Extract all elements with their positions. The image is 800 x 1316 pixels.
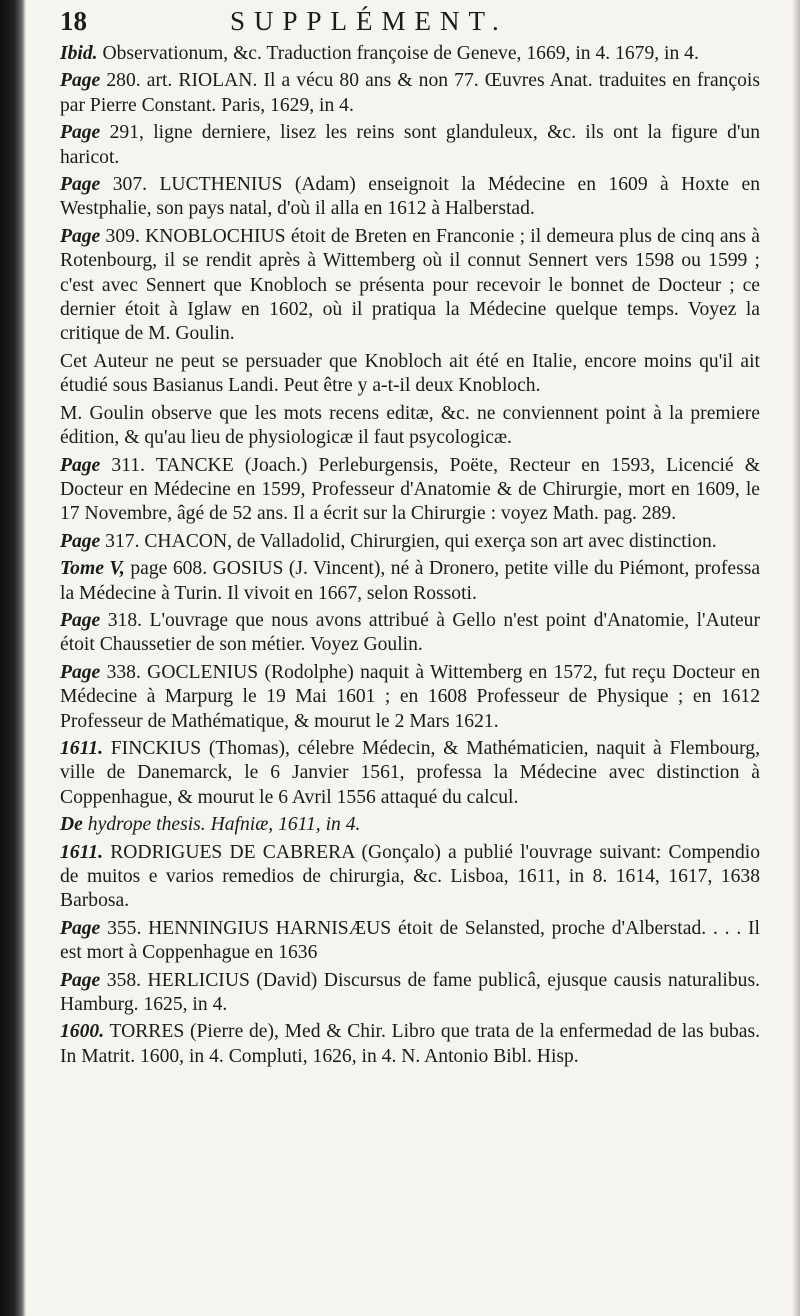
entry-text: 307. LUCTHENIUS (Adam) enseignoit la Médecine en 1609 à Hoxte en Westphalie, son pays natal, d'où il alla en 1612 à Halberstad. xyxy=(60,174,760,220)
entry-lead: Ibid. xyxy=(60,43,98,64)
entry xyxy=(60,917,760,966)
entry-lead: Page xyxy=(60,609,101,631)
entry xyxy=(60,609,760,658)
entry-list xyxy=(60,42,760,1069)
entry xyxy=(60,661,760,734)
entry-text: FINCKIUS (Thomas), célebre Médecin, & Mathématicien, naquit à Flembourg, ville de Danemarck, le 6 Janvier 1561, professa la Médecine avec distinction à Coppenhague, & mourut le 6 Avril 1556 attaqué du calcul. xyxy=(60,737,760,808)
entry xyxy=(60,173,760,222)
entry-lead: Page xyxy=(60,225,101,247)
entry-text: page 608. GOSIUS (J. Vincent), né à Dronero, petite ville du Piémont, professa la Médecine à Turin. Il vivoit en 1667, selon Rossoti. xyxy=(60,558,761,604)
entry-lead: Page xyxy=(60,969,101,991)
entry-lead: Page xyxy=(60,917,101,939)
entry xyxy=(60,42,760,66)
entry xyxy=(60,557,760,606)
entry xyxy=(60,841,760,914)
entry-text: 355. HENNINGIUS HARNISÆUS étoit de Selansted, proche d'Alberstad. . . . Il est mort à Coppenhague en 1636 xyxy=(60,917,760,964)
entry-lead: 1611. xyxy=(60,841,104,863)
entry xyxy=(60,225,760,347)
entry-text: RODRIGUES DE CABRERA (Gonçalo) a publié l'ouvrage suivant: Compendio de muitos e varios remedios de chirurgia, &c. Lisboa, 1611, in 8. 1614, 1617, 1638 Barbosa. xyxy=(60,841,760,912)
entry-lead: Page xyxy=(60,661,101,683)
entry xyxy=(60,454,760,527)
entry xyxy=(60,402,760,451)
entry xyxy=(60,350,760,399)
entry-lead: De xyxy=(60,814,83,836)
entry-text: Cet Auteur ne peut se persuader que Knobloch ait été en Italie, encore moins qu'il ait étudié sous Basianus Landi. Peut être y a-t-il deux Knobloch. xyxy=(60,350,760,397)
entry-text: 309. KNOBLOCHIUS étoit de Breten en Franconie ; il demeura plus de cinq ans à Rotenbourg, il se rendit après à Wittemberg où il connut Sennert vers 1598 ou 1599 ; c'est avec Sennert que Knobloch se présenta pour recevoir le bonnet de Docteur ; ce dernier étoit à Iglaw en 1602, où il pratiqua la Médecine quelque temps. Voyez la critique de M. Goulin. xyxy=(60,225,760,345)
entry xyxy=(60,813,760,837)
entry-text: 291, ligne derniere, lisez les reins sont glanduleux, &c. ils ont la figure d'un haricot. xyxy=(60,122,760,168)
entry-text: 280. art. RIOLAN. Il a vécu 80 ans & non 77. Œuvres Anat. traduites en françois par Pierre Constant. Paris, 1629, in 4. xyxy=(60,70,760,116)
entry-lead: Page xyxy=(60,530,101,552)
scan-shadow-edge-right xyxy=(792,0,800,1316)
entry-lead: 1600. xyxy=(60,1021,105,1043)
entry-text: 318. L'ouvrage que nous avons attribué à Gello n'est point d'Anatomie, l'Auteur étoit Chaussetier de son métier. Voyez Goulin. xyxy=(60,609,760,656)
page-header xyxy=(60,6,760,42)
entry-text: Observationum, &c. Traduction françoise de Geneve, 1669, in 4. 1679, in 4. xyxy=(102,43,699,64)
entry xyxy=(60,121,760,170)
entry xyxy=(60,737,760,810)
scan-shadow-edge xyxy=(0,0,26,1316)
entry-lead: Tome V, xyxy=(60,558,125,580)
entry-lead: Page xyxy=(60,70,101,92)
entry-lead: Page xyxy=(60,454,101,476)
entry-lead: Page xyxy=(60,174,101,196)
entry-lead: Page xyxy=(60,122,101,144)
entry-text: M. Goulin observe que les mots recens editæ, &c. ne conviennent point à la premiere édition, & qu'au lieu de physiologicæ il faut psycologicæ. xyxy=(60,402,760,449)
entry xyxy=(60,969,760,1018)
entry xyxy=(60,530,760,554)
entry-text: 358. HERLICIUS (David) Discursus de fame publicâ, ejusque causis naturalibus. Hamburg. 1625, in 4. xyxy=(60,969,760,1016)
running-head: SUPPLÉMENT. xyxy=(230,6,508,36)
entry-text: 311. TANCKE (Joach.) Perleburgensis, Poëte, Recteur en 1593, Licencié & Docteur en Médecine en 1599, Professeur d'Anatomie & de Chirurgie, mort en 1609, le 17 Novembre, âgé de 52 ans. Il a écrit sur la Chirurgie : voyez Math. pag. 289. xyxy=(60,454,760,525)
entry xyxy=(60,1020,760,1069)
entry-text: 338. GOCLENIUS (Rodolphe) naquit à Wittemberg en 1572, fut reçu Docteur en Médecine à Marpurg le 19 Mai 1601 ; en 1608 Professeur de Physique ; en 1612 Professeur de Mathématique, & mourut le 2 Mars 1621. xyxy=(60,661,760,732)
entry-text: TORRES (Pierre de), Med & Chir. Libro que trata de la enfermedad de las bubas. In Matrit. 1600, in 4. Compluti, 1626, in 4. N. Antonio Bibl. Hisp. xyxy=(60,1021,760,1067)
entry-lead: 1611. xyxy=(60,737,104,759)
page-number: 18 xyxy=(60,6,87,36)
entry-text: hydrope thesis. Hafniæ, 1611, in 4. xyxy=(87,814,361,836)
entry xyxy=(60,69,760,118)
entry-text: 317. CHACON, de Valladolid, Chirurgien, qui exerça son art avec distinction. xyxy=(105,530,717,552)
